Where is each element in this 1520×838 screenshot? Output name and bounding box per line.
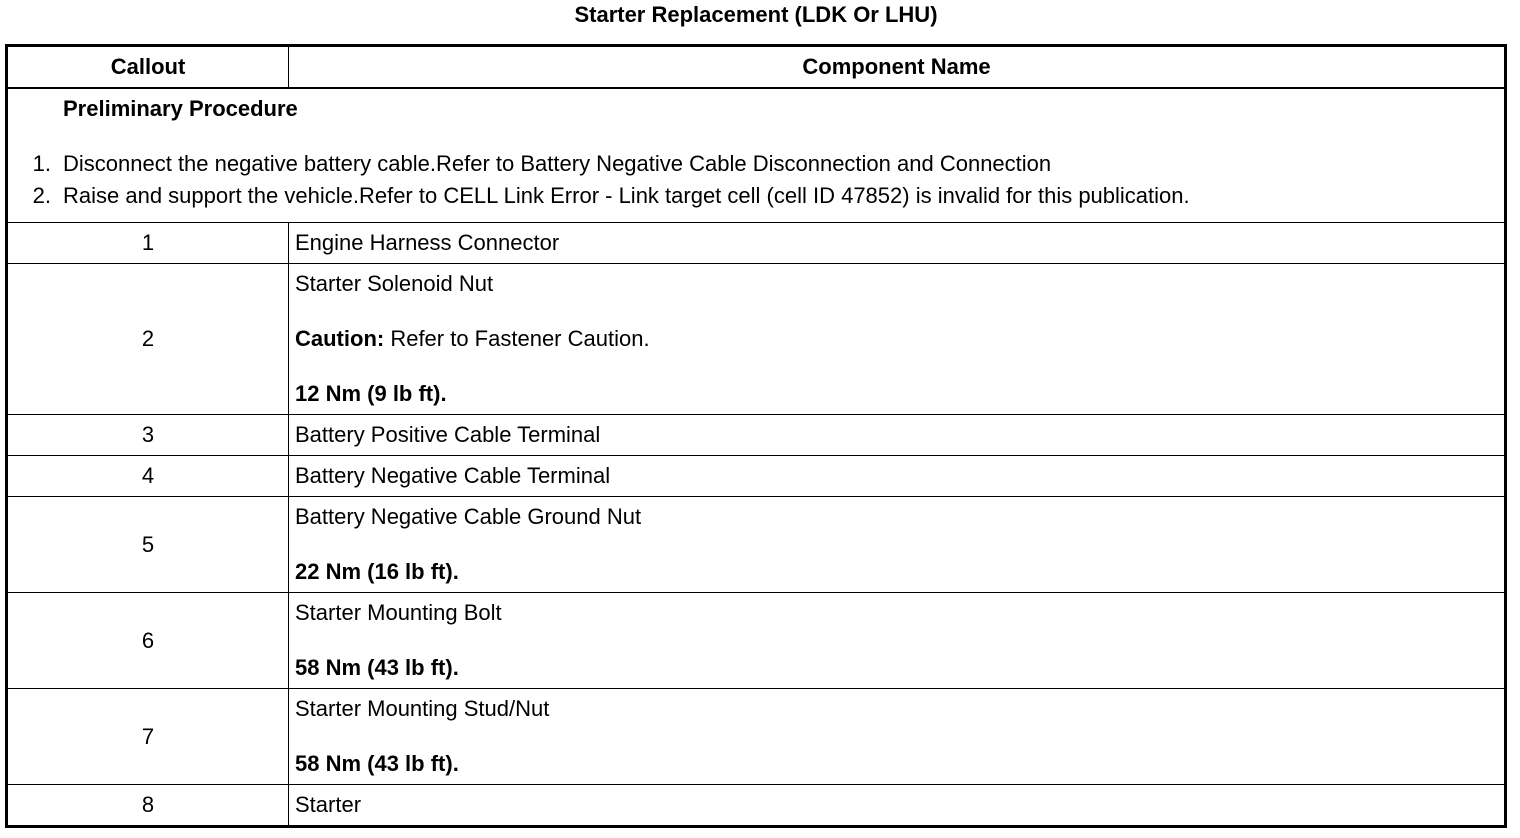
step-text: Raise and support the vehicle.Refer to CELL Link Error - Link target cell (cell ID 47852) is invalid for this publication. [63,183,1190,208]
component-table [5,44,1507,828]
page-title: Starter Replacement (LDK Or LHU) [574,2,938,27]
callout-number: 3 [7,415,289,456]
component-cell [289,593,1506,689]
torque-spec: 58 Nm (43 lb ft). [295,655,459,680]
caution-text: Refer to Fastener Caution. [384,326,650,351]
component-name: Starter [289,785,1506,827]
component-name-header: Component Name [289,46,1506,89]
torque-spec: 12 Nm (9 lb ft). [295,381,447,406]
callout-number: 6 [7,593,289,689]
preliminary-step [8,148,1498,180]
torque-spec: 58 Nm (43 lb ft). [295,751,459,776]
component-name: Starter Solenoid Nut [295,271,494,296]
step-text: Disconnect the negative battery cable.Refer to Battery Negative Cable Disconnection and Connection [63,151,1052,176]
component-cell [289,497,1506,593]
preliminary-step [8,180,1498,212]
table-row [7,593,1506,689]
preliminary-steps-list [8,148,1498,212]
step-number: 2. [32,183,51,208]
callout-number: 2 [7,264,289,415]
component-name: Starter Mounting Bolt [295,600,502,625]
preliminary-procedure-cell [7,88,1506,223]
table-header-row [7,46,1506,89]
preliminary-procedure-row [7,88,1506,223]
callout-number: 1 [7,223,289,264]
table-row [7,689,1506,785]
torque-spec: 22 Nm (16 lb ft). [295,559,459,584]
component-name: Engine Harness Connector [289,223,1506,264]
table-row [7,264,1506,415]
table-row [7,415,1506,456]
table-row [7,456,1506,497]
component-cell [289,264,1506,415]
component-name: Battery Negative Cable Ground Nut [295,504,642,529]
callout-header: Callout [7,46,289,89]
callout-number: 8 [7,785,289,827]
callout-number: 5 [7,497,289,593]
component-name: Starter Mounting Stud/Nut [295,696,550,721]
table-row [7,785,1506,827]
component-cell [289,689,1506,785]
table-row [7,223,1506,264]
component-name: Battery Positive Cable Terminal [289,415,1506,456]
step-number: 1. [32,151,51,176]
component-name: Battery Negative Cable Terminal [289,456,1506,497]
callout-number: 7 [7,689,289,785]
preliminary-procedure-heading: Preliminary Procedure [63,96,298,121]
callout-number: 4 [7,456,289,497]
caution-label: Caution: [295,326,385,351]
table-row [7,497,1506,593]
caution-note [295,325,1498,353]
